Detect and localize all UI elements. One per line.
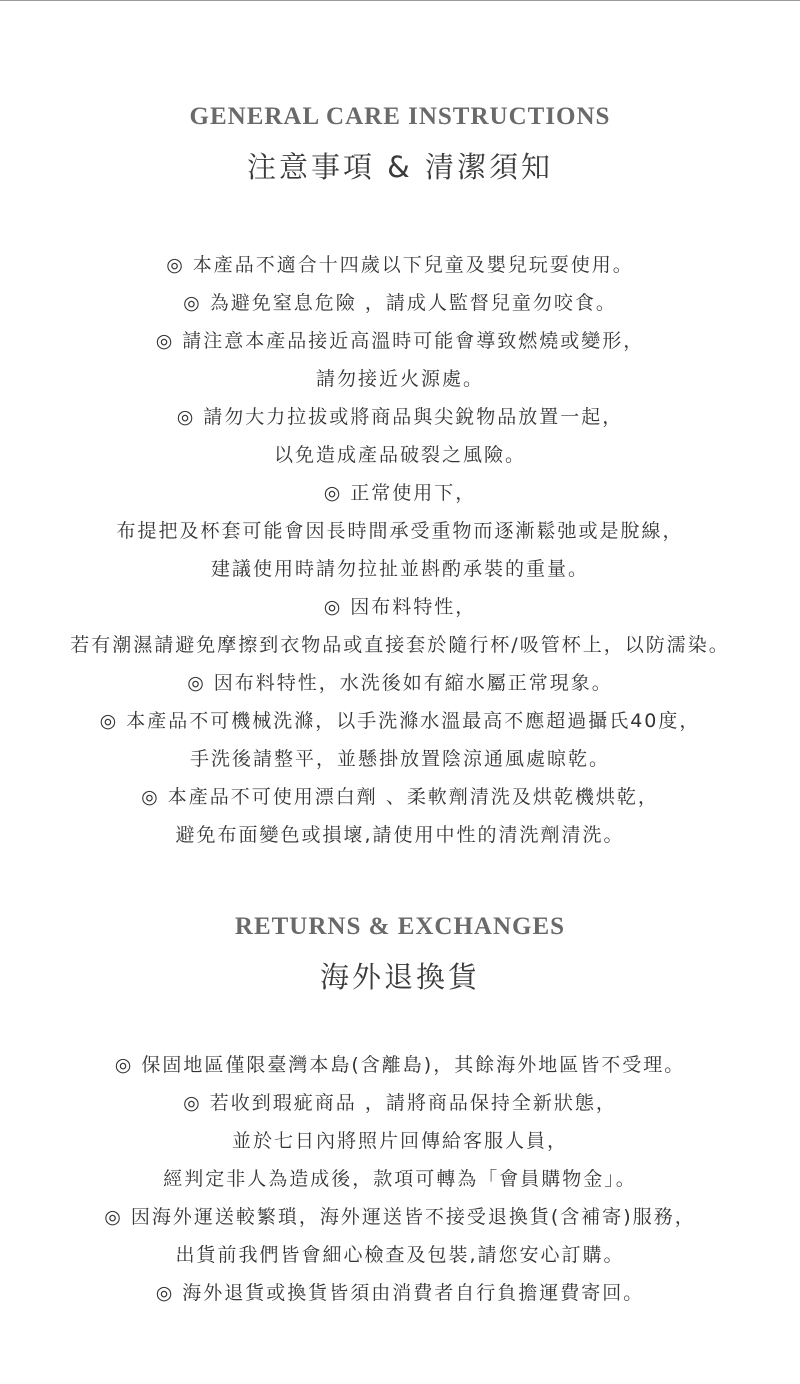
care-title-en: GENERAL CARE INSTRUCTIONS <box>189 103 611 130</box>
care-line: ◎ 本產品不適合十四歲以下兒童及嬰兒玩耍使用。 <box>166 254 634 276</box>
care-line: 避免布面變色或損壞,請使用中性的清洗劑清洗。 <box>175 824 625 846</box>
returns-line: 出貨前我們皆會細心檢查及包裝,請您安心訂購。 <box>175 1244 625 1266</box>
care-line: 若有潮濕請避免摩擦到衣物品或直接套於隨行杯/吸管杯上，以防濡染。 <box>70 634 730 656</box>
care-line: ◎ 因布料特性， <box>323 596 477 618</box>
returns-exchanges-section <box>0 908 800 1312</box>
care-line: ◎ 因布料特性，水洗後如有縮水屬正常現象。 <box>187 672 613 694</box>
care-instruction-list <box>0 246 800 854</box>
care-instructions-section <box>0 98 800 854</box>
care-line: ◎ 本產品不可使用漂白劑 、柔軟劑清洗及烘乾機烘乾， <box>141 786 659 808</box>
care-line: ◎ 請勿大力拉拔或將商品與尖銳物品放置一起， <box>176 406 624 428</box>
care-line: ◎ 請注意本產品接近高溫時可能會導致燃燒或變形， <box>155 330 645 352</box>
returns-line: ◎ 因海外運送較繁瑣，海外運送皆不接受退換貨(含補寄)服務， <box>104 1206 696 1228</box>
top-divider <box>0 0 800 1</box>
care-line: 請勿接近火源處。 <box>315 368 484 390</box>
care-line: 以免造成產品破裂之風險。 <box>273 444 526 466</box>
care-line: ◎ 本產品不可機械洗滌，以手洗滌水溫最高不應超過攝氏40度， <box>99 710 701 732</box>
care-line: 布提把及杯套可能會因長時間承受重物而逐漸鬆弛或是脫線， <box>116 520 684 542</box>
returns-title-en: RETURNS & EXCHANGES <box>234 913 566 940</box>
returns-title-zh: 海外退換貨 <box>319 960 480 994</box>
care-line: ◎ 為避免窒息危險 ，請成人監督兒童勿咬食。 <box>183 292 617 314</box>
care-title-zh: 注意事項 & 清潔須知 <box>246 150 554 184</box>
returns-line: 並於七日內將照片回傳給客服人員， <box>231 1130 568 1152</box>
returns-line: ◎ 若收到瑕疵商品 ，請將商品保持全新狀態， <box>183 1092 617 1114</box>
returns-policy-list <box>0 1046 800 1312</box>
returns-line: 經判定非人為造成後，款項可轉為「會員購物金」。 <box>163 1168 637 1190</box>
care-line: 建議使用時請勿拉扯並斟酌承裝的重量。 <box>210 558 589 580</box>
care-line: 手洗後請整平，並懸掛放置陰涼通風處晾乾。 <box>189 748 610 770</box>
returns-line: ◎ 海外退貨或換貨皆須由消費者自行負擔運費寄回。 <box>155 1282 645 1304</box>
returns-line: ◎ 保固地區僅限臺灣本島(含離島)，其餘海外地區皆不受理。 <box>114 1054 686 1076</box>
care-line: ◎ 正常使用下， <box>323 482 477 504</box>
